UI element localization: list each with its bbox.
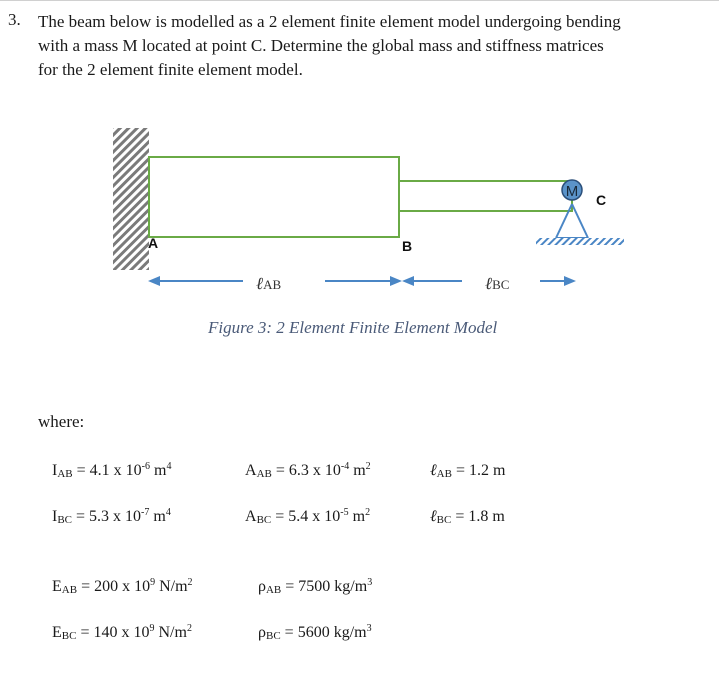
param-l-ab: ℓ$_{AB}$ = 1.2 m (430, 462, 506, 480)
param-a-ab: $A_{AB} = 6.3$ x $10^{-4}$ $m^2$ (245, 461, 371, 480)
fixed-wall-hatch (113, 128, 149, 270)
point-c-label: C (596, 192, 607, 208)
beam-element-bc (399, 181, 572, 211)
where-label: where: (38, 412, 85, 431)
length-ab-label: ℓAB (256, 274, 282, 293)
length-bc-label: ℓBC (485, 274, 510, 293)
question-line-1: The beam below is modelled as a 2 element finite element model undergoing bending (38, 12, 621, 31)
point-a-label: A (148, 235, 159, 251)
length-bc-sub: BC (492, 277, 510, 292)
question-line-2: with a mass M located at point C. Determine the global mass and stiffness matrices (38, 36, 604, 55)
figure-caption: Figure 3: 2 Element Finite Element Model (208, 318, 498, 337)
param-e-bc: $E_{BC} = 140$ x $10^9$ $N/m^2$ (52, 623, 192, 642)
mass-label: M (565, 183, 579, 200)
question-text (38, 10, 708, 82)
param-l-bc: ℓ$_{BC}$ = 1.8 m (430, 508, 505, 526)
param-rho-bc: $\rho_{BC} = 5600$ $kg/m^3$ (258, 623, 372, 642)
beam-figure (0, 120, 719, 310)
param-rho-ab: $\rho_{AB} = 7500$ $kg/m^3$ (258, 577, 373, 596)
param-a-bc: $A_{BC} = 5.4$ x $10^{-5}$ $m^2$ (245, 507, 371, 526)
param-e-ab: $E_{AB} = 200$ x $10^9$ $N/m^2$ (52, 577, 193, 596)
length-ab-sub: AB (263, 277, 282, 292)
question-number: 3. (8, 10, 21, 29)
param-i-bc: $I_{BC} = 5.3$ x $10^{-7}$ $m^4$ (52, 507, 171, 526)
top-divider (0, 0, 719, 1)
point-b-label: B (402, 238, 413, 254)
dimension-arrows (148, 276, 576, 286)
beam-element-ab (149, 157, 399, 237)
param-i-ab: $I_{AB} = 4.1$ x $10^{-6}$ $m^4$ (52, 461, 172, 480)
question-line-3: for the 2 element finite element model. (38, 60, 303, 79)
